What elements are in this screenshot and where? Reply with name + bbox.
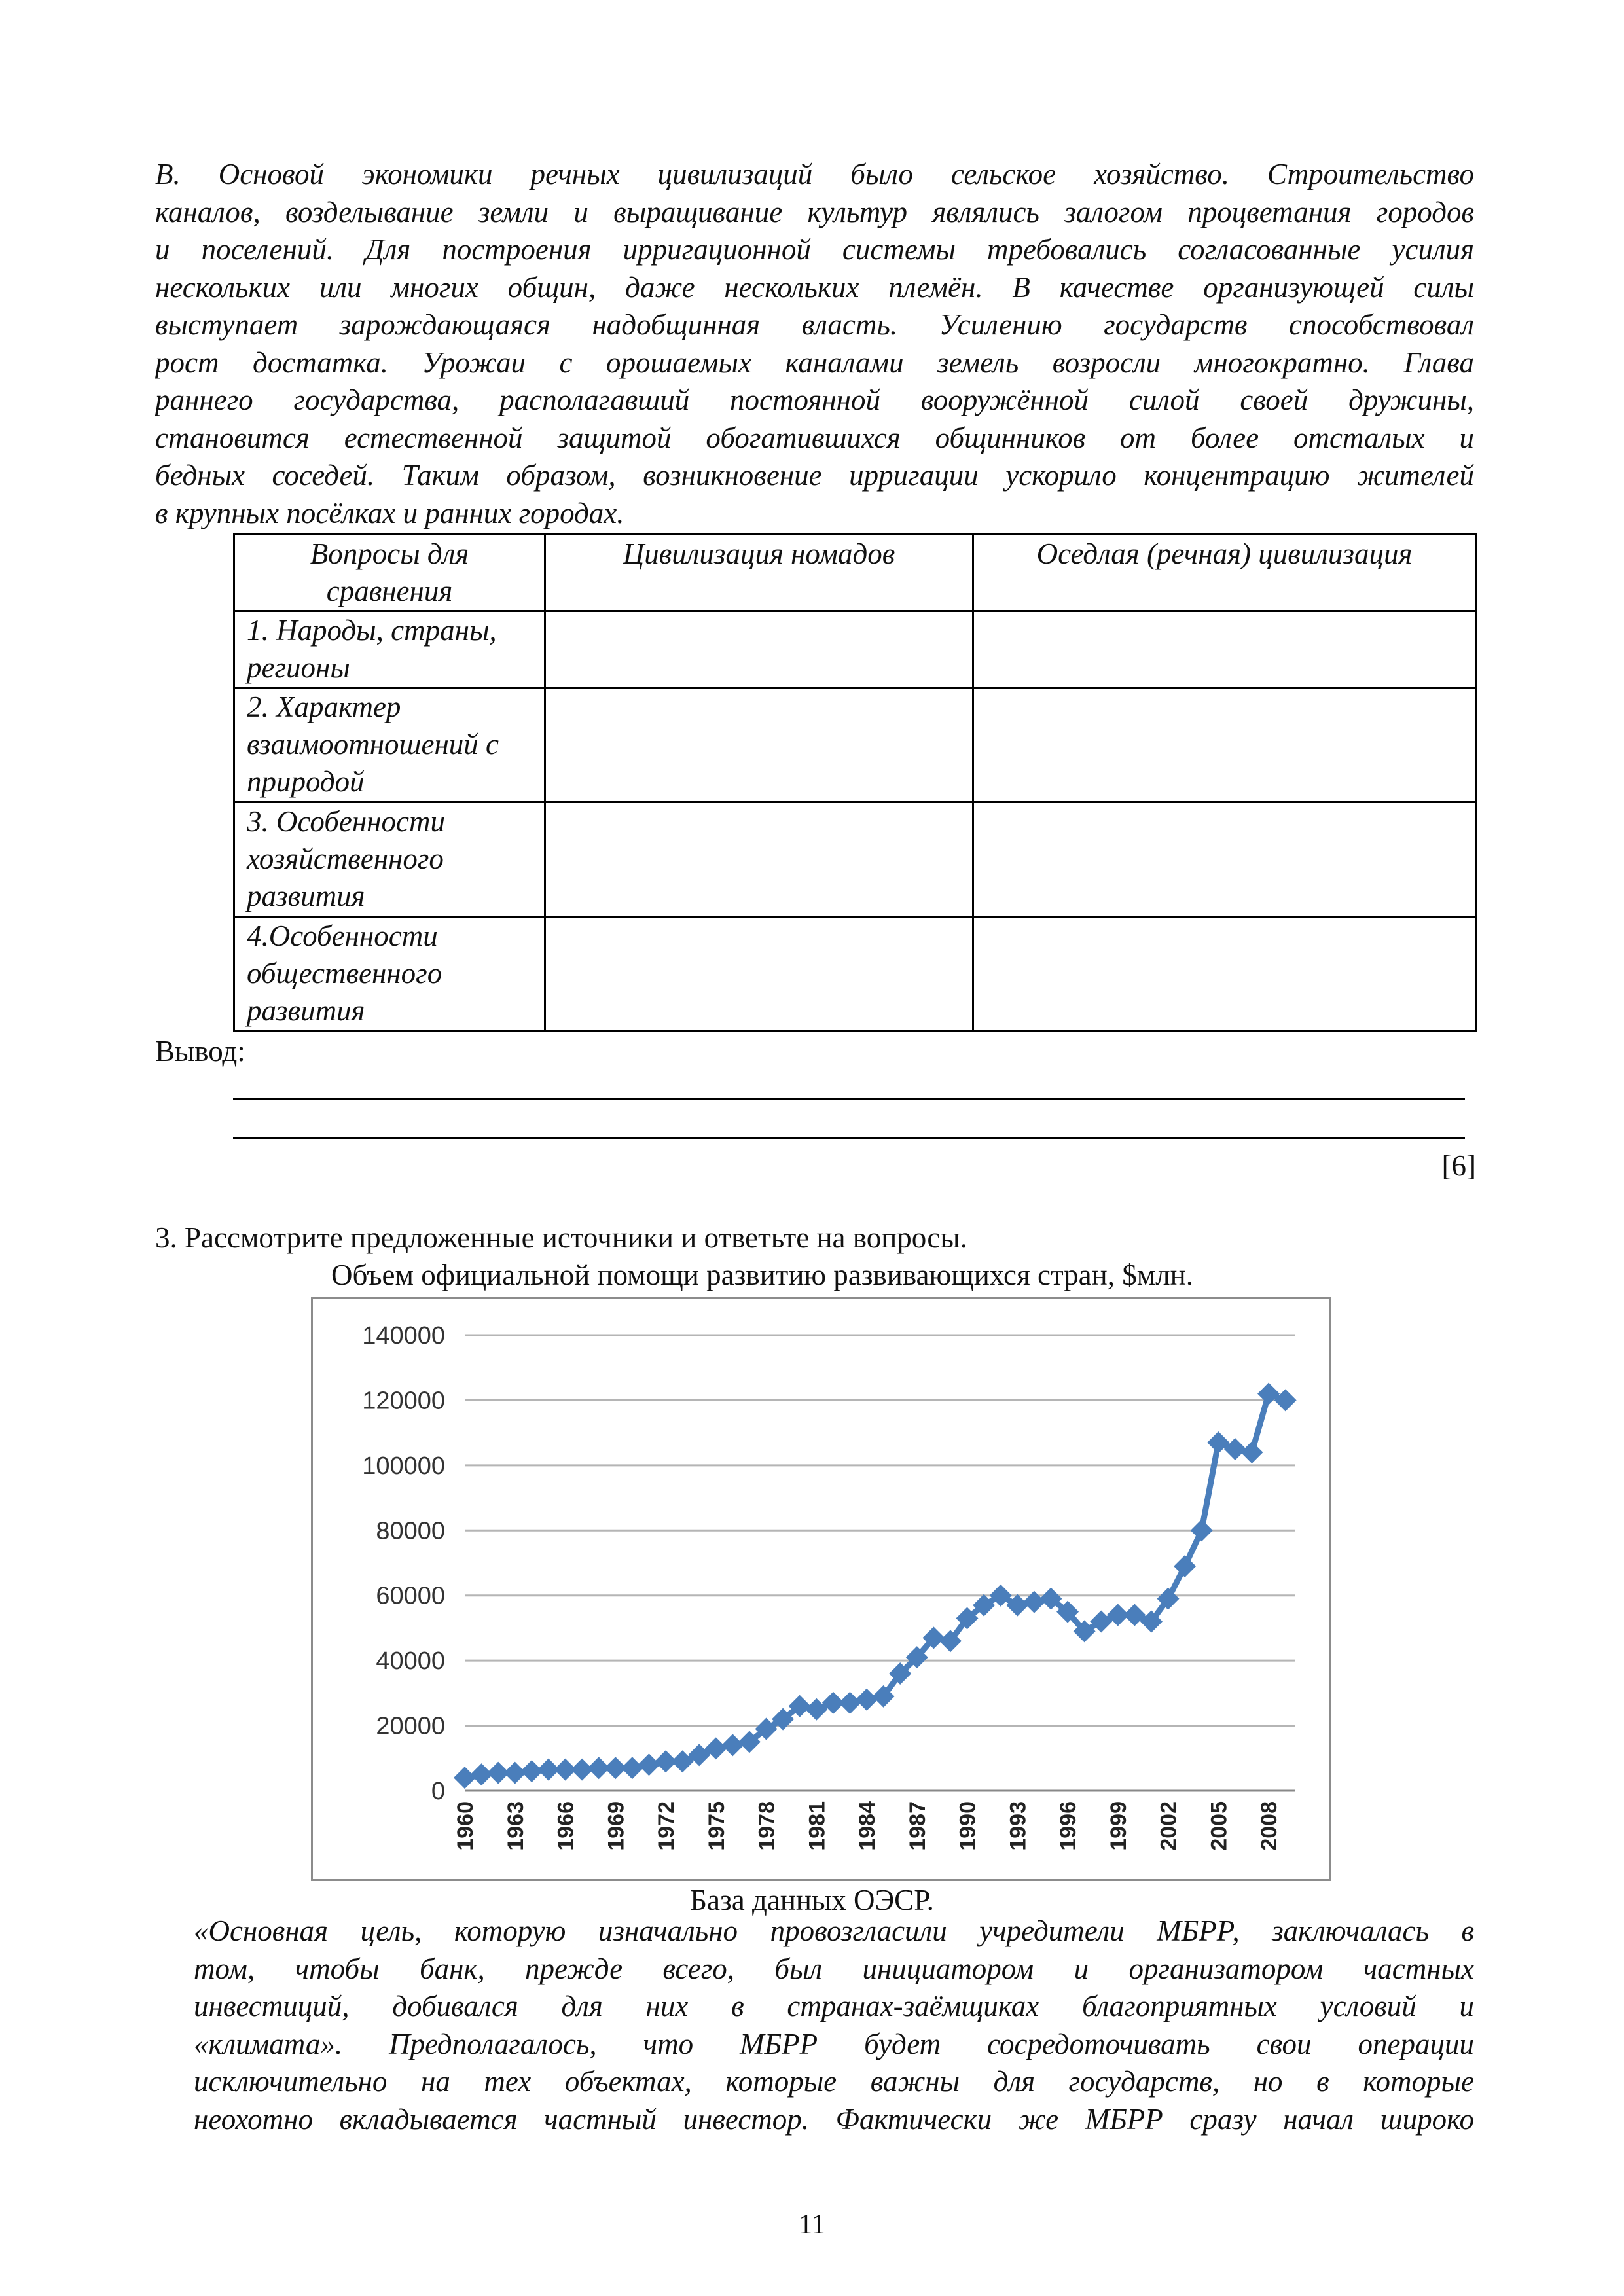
x-tick-label: 2005 bbox=[1206, 1801, 1232, 1851]
paragraph-b bbox=[155, 156, 1474, 532]
paragraph-line: каналов, возделывание земли и выращивание культур являлись залогом процветания городов bbox=[155, 195, 1474, 228]
paragraph-line: бедных соседей. Таким образом, возникновение ирригации ускорило концентрацию жителей bbox=[155, 459, 1474, 492]
y-tick-label: 100000 bbox=[362, 1452, 445, 1480]
answer-cell[interactable] bbox=[973, 802, 1476, 917]
quote-line: неохотно вкладывается частный инвестор. Фактически же МБРР сразу начал широко bbox=[194, 2102, 1474, 2136]
answer-cell[interactable] bbox=[545, 917, 973, 1031]
paragraph-line: становится естественной защитой обогатившихся общинников от более отсталых и bbox=[155, 421, 1474, 454]
quote-line: инвестиций, добивался для них в странах-заёмщиках благоприятных условий и bbox=[194, 1990, 1474, 2022]
data-point bbox=[621, 1757, 643, 1779]
table-header-row bbox=[234, 535, 1476, 611]
page-number: 11 bbox=[799, 2210, 825, 2240]
x-tick-label: 1978 bbox=[754, 1801, 780, 1851]
table-row bbox=[234, 688, 1476, 802]
data-point bbox=[1174, 1555, 1196, 1577]
y-tick-label: 40000 bbox=[376, 1647, 445, 1676]
line-chart bbox=[313, 1299, 1329, 1879]
answer-cell[interactable] bbox=[973, 688, 1476, 802]
data-point bbox=[721, 1734, 744, 1756]
table-row bbox=[234, 917, 1476, 1031]
data-point bbox=[1240, 1441, 1263, 1463]
data-point bbox=[454, 1767, 476, 1789]
x-tick-label: 1987 bbox=[905, 1801, 930, 1851]
answer-line[interactable] bbox=[233, 1098, 1465, 1100]
chart-container bbox=[311, 1297, 1331, 1881]
x-tick-label: 1996 bbox=[1056, 1801, 1081, 1851]
x-tick-label: 1975 bbox=[704, 1801, 729, 1851]
comparison-table bbox=[233, 533, 1477, 1032]
data-point bbox=[856, 1689, 878, 1711]
paragraph-line: в крупных посёлках и ранних городах. bbox=[155, 496, 624, 529]
x-tick-label: 1966 bbox=[553, 1801, 579, 1851]
data-point bbox=[1191, 1519, 1213, 1541]
score-label: [6] bbox=[1441, 1149, 1476, 1182]
row-label: 1. Народы, страны, регионы bbox=[234, 611, 545, 688]
table-row bbox=[234, 802, 1476, 917]
x-tick-label: 1993 bbox=[1005, 1801, 1031, 1851]
task-heading: 3. Рассмотрите предложенные источники и ответьте на вопросы. bbox=[155, 1221, 967, 1254]
header-cell: Цивилизация номадов bbox=[545, 535, 973, 611]
x-tick-label: 1984 bbox=[855, 1801, 880, 1851]
paragraph-line: и поселений. Для построения ирригационной системы требовались согласованные усилия bbox=[155, 233, 1474, 266]
data-point bbox=[839, 1692, 861, 1714]
header-cell: Вопросы для сравнения bbox=[234, 535, 545, 611]
quote-block bbox=[194, 1912, 1474, 2138]
y-tick-label: 60000 bbox=[376, 1582, 445, 1610]
x-tick-label: 1981 bbox=[804, 1801, 830, 1851]
answer-line[interactable] bbox=[233, 1137, 1465, 1139]
answer-cell[interactable] bbox=[545, 802, 973, 917]
quote-line: том, чтобы банк, прежде всего, был инициатором и организатором частных bbox=[194, 1952, 1474, 1985]
table-row bbox=[234, 611, 1476, 688]
x-tick-label: 1990 bbox=[955, 1801, 981, 1851]
quote-line: «климата». Предполагалось, что МБРР будет сосредоточивать свои операции bbox=[194, 2027, 1474, 2060]
header-cell: Оседлая (речная) цивилизация bbox=[973, 535, 1476, 611]
paragraph-line: выступает зарождающаяся надобщинная власть. Усилению государств способствовал bbox=[155, 308, 1474, 341]
x-tick-label: 2008 bbox=[1257, 1801, 1282, 1851]
y-tick-label: 80000 bbox=[376, 1517, 445, 1545]
y-tick-label: 0 bbox=[431, 1778, 445, 1805]
quote-line: исключительно на тех объектах, которые важны для государств, но в которые bbox=[194, 2065, 1474, 2098]
x-tick-label: 1972 bbox=[654, 1801, 679, 1851]
row-label: 3. Особенности хозяйственного развития bbox=[234, 802, 545, 917]
answer-cell[interactable] bbox=[545, 611, 973, 688]
paragraph-line: В. Основой экономики речных цивилизаций было сельское хозяйство. Строительство bbox=[155, 158, 1474, 190]
row-label: 2. Характер взаимоотношений с природой bbox=[234, 688, 545, 802]
chart-source: База данных ОЭСР. bbox=[690, 1884, 934, 1916]
y-tick-label: 140000 bbox=[362, 1322, 445, 1350]
answer-cell[interactable] bbox=[973, 611, 1476, 688]
x-tick-label: 1963 bbox=[503, 1801, 528, 1851]
data-point bbox=[638, 1753, 660, 1776]
data-point bbox=[1023, 1591, 1045, 1613]
x-tick-label: 1960 bbox=[453, 1801, 478, 1851]
paragraph-line: раннего государства, располагавший постоянной вооружённой силой своей дружины, bbox=[155, 384, 1474, 416]
paragraph-line: нескольких или многих общин, даже нескольких племён. В качестве организующей силы bbox=[155, 270, 1474, 304]
answer-cell[interactable] bbox=[973, 917, 1476, 1031]
paragraph-line: рост достатка. Урожаи с орошаемых каналами земель возросли многократно. Глава bbox=[155, 346, 1474, 379]
answer-cell[interactable] bbox=[545, 688, 973, 802]
series-line bbox=[465, 1394, 1286, 1778]
x-tick-label: 2002 bbox=[1156, 1801, 1182, 1851]
row-label: 4.Особенности общественного развития bbox=[234, 917, 545, 1031]
x-tick-label: 1969 bbox=[604, 1801, 629, 1851]
y-tick-label: 120000 bbox=[362, 1387, 445, 1415]
y-tick-label: 20000 bbox=[376, 1712, 445, 1740]
quote-line: «Основная цель, которую изначально провозгласили учредители МБРР, заключалась в bbox=[194, 1914, 1474, 1947]
x-tick-label: 1999 bbox=[1106, 1801, 1131, 1851]
conclusion-label: Вывод: bbox=[155, 1035, 245, 1067]
chart-title: Объем официальной помощи развитию развивающихся стран, $млн. bbox=[331, 1259, 1193, 1291]
